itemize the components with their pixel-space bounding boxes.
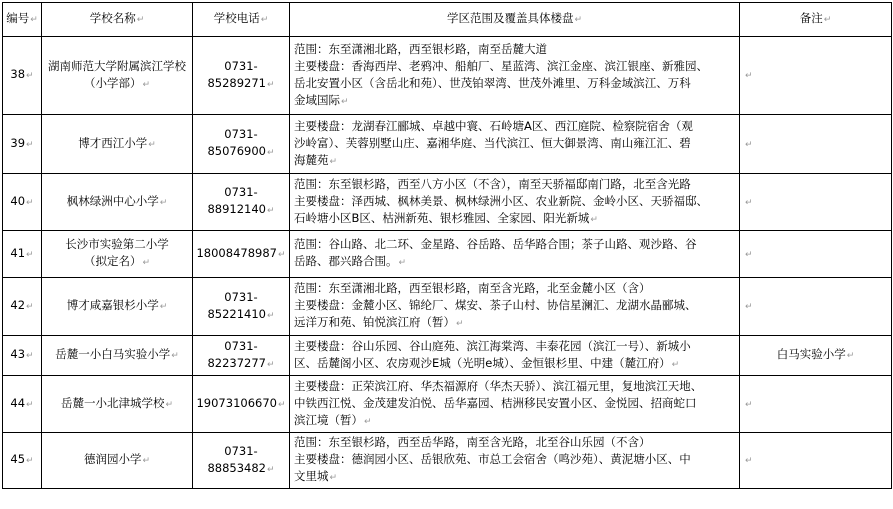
row-number: 42↵ — [3, 278, 42, 336]
table-row — [3, 37, 892, 115]
row-number: 43↵ — [3, 336, 42, 376]
row-number: 39↵ — [3, 115, 42, 174]
table-row — [3, 376, 892, 433]
school-name: 德润园小学↵ — [42, 433, 193, 489]
school-name: 枫林绿洲中心小学↵ — [42, 174, 193, 231]
note-cell: ↵ — [740, 231, 892, 278]
header-number: 编号↵ — [3, 3, 42, 37]
row-number: 45↵ — [3, 433, 42, 489]
row-number: 41↵ — [3, 231, 42, 278]
school-name: 湖南师范大学附属滨江学校 （小学部）↵ — [42, 37, 193, 115]
district-detail: 范围：东至银杉路，西至八方小区（不含），南至天骄福邸南门路，北至含光路 主要楼盘：泽西城、枫林美景、枫林绿洲小区、农业新院、金岭小区、天骄福邸、 石岭塘小区B区、枯洲新苑、银杉雅园、全家园、阳光新城↵ — [290, 174, 740, 231]
table-row — [3, 174, 892, 231]
district-detail: 主要楼盘：龙湖春江郦城、卓越中寰、石岭塘A区、西江庭院、检察院宿舍（观 沙岭富）、芙蓉别墅山庄、嘉湘华庭、当代滨江、恒大御景湾、南山雍江汇、碧 海麓苑↵ — [290, 115, 740, 174]
header-district-scope: 学区范围及覆盖具体楼盘↵ — [290, 3, 740, 37]
row-number: 44↵ — [3, 376, 42, 433]
note-cell: ↵ — [740, 376, 892, 433]
school-name: 岳麓一小白马实验小学↵ — [42, 336, 193, 376]
header-school-phone: 学校电话↵ — [193, 3, 290, 37]
note-cell: ↵ — [740, 278, 892, 336]
row-number: 38↵ — [3, 37, 42, 115]
district-detail: 范围：谷山路、北二环、金星路、谷岳路、岳华路合围；茶子山路、观沙路、谷 岳路、郡兴路合围。↵ — [290, 231, 740, 278]
note-cell: ↵ — [740, 115, 892, 174]
district-detail: 范围：东至潇湘北路，西至银杉路，南至岳麓大道 主要楼盘：香海西岸、老鸦冲、船舶厂、星蓝湾、滨江金座、滨江银座、新雅园、 岳北安置小区（含岳北和苑）、世茂铂翠湾、世茂外滩里、万科金域滨江、万科 金域国际↵ — [290, 37, 740, 115]
note-cell: ↵ — [740, 37, 892, 115]
table-row — [3, 278, 892, 336]
school-phone: 18008478987↵ — [193, 231, 290, 278]
district-detail: 范围：东至银杉路，西至岳华路，南至含光路，北至谷山乐园（不含） 主要楼盘：德润园小区、岳银欣苑、市总工会宿舍（鸣沙苑）、黄泥塘小区、中 文里城↵ — [290, 433, 740, 489]
header-note: 备注↵ — [740, 3, 892, 37]
district-detail: 主要楼盘：谷山乐园、谷山庭苑、滨江海棠湾、丰泰花园（滨江一号）、新城小 区、岳麓阁小区、农房观沙E城（光明e城）、金恒银杉里、中建（麓江府）↵ — [290, 336, 740, 376]
header-row — [3, 3, 892, 37]
school-name: 岳麓一小北津城学校↵ — [42, 376, 193, 433]
row-number: 40↵ — [3, 174, 42, 231]
school-name: 长沙市实验第二小学 （拟定名）↵ — [42, 231, 193, 278]
table-row — [3, 115, 892, 174]
school-district-table — [2, 2, 892, 489]
district-detail: 主要楼盘：正荣滨江府、华杰福源府（华杰天骄）、滨江福元里，复地滨江天地、 中铁西江悦、金茂建发泊悦、岳华嘉园、桔洲移民安置小区、金悦园、招商蛇口 滨江境（暂）↵ — [290, 376, 740, 433]
header-school-name: 学校名称↵ — [42, 3, 193, 37]
note-cell: ↵ — [740, 174, 892, 231]
school-phone: 0731-82237277↵ — [193, 336, 290, 376]
school-phone: 19073106670↵ — [193, 376, 290, 433]
school-phone: 0731-88853482↵ — [193, 433, 290, 489]
school-name: 博才西江小学↵ — [42, 115, 193, 174]
school-phone: 0731-85076900↵ — [193, 115, 290, 174]
district-detail: 范围：东至潇湘北路，西至银杉路，南至含光路，北至金麓小区（含） 主要楼盘：金麓小区、锦纶厂、煤安、茶子山村、协信星澜汇、龙湖水晶郦城、 远洋万和苑、铂悦滨江府（暂）↵ — [290, 278, 740, 336]
school-name: 博才咸嘉银杉小学↵ — [42, 278, 193, 336]
school-phone: 0731-85289271↵ — [193, 37, 290, 115]
school-phone: 0731-88912140↵ — [193, 174, 290, 231]
table-row — [3, 231, 892, 278]
table-row — [3, 433, 892, 489]
table-row — [3, 336, 892, 376]
school-phone: 0731-85221410↵ — [193, 278, 290, 336]
note-cell: 白马实验小学↵ — [740, 336, 892, 376]
note-cell: ↵ — [740, 433, 892, 489]
